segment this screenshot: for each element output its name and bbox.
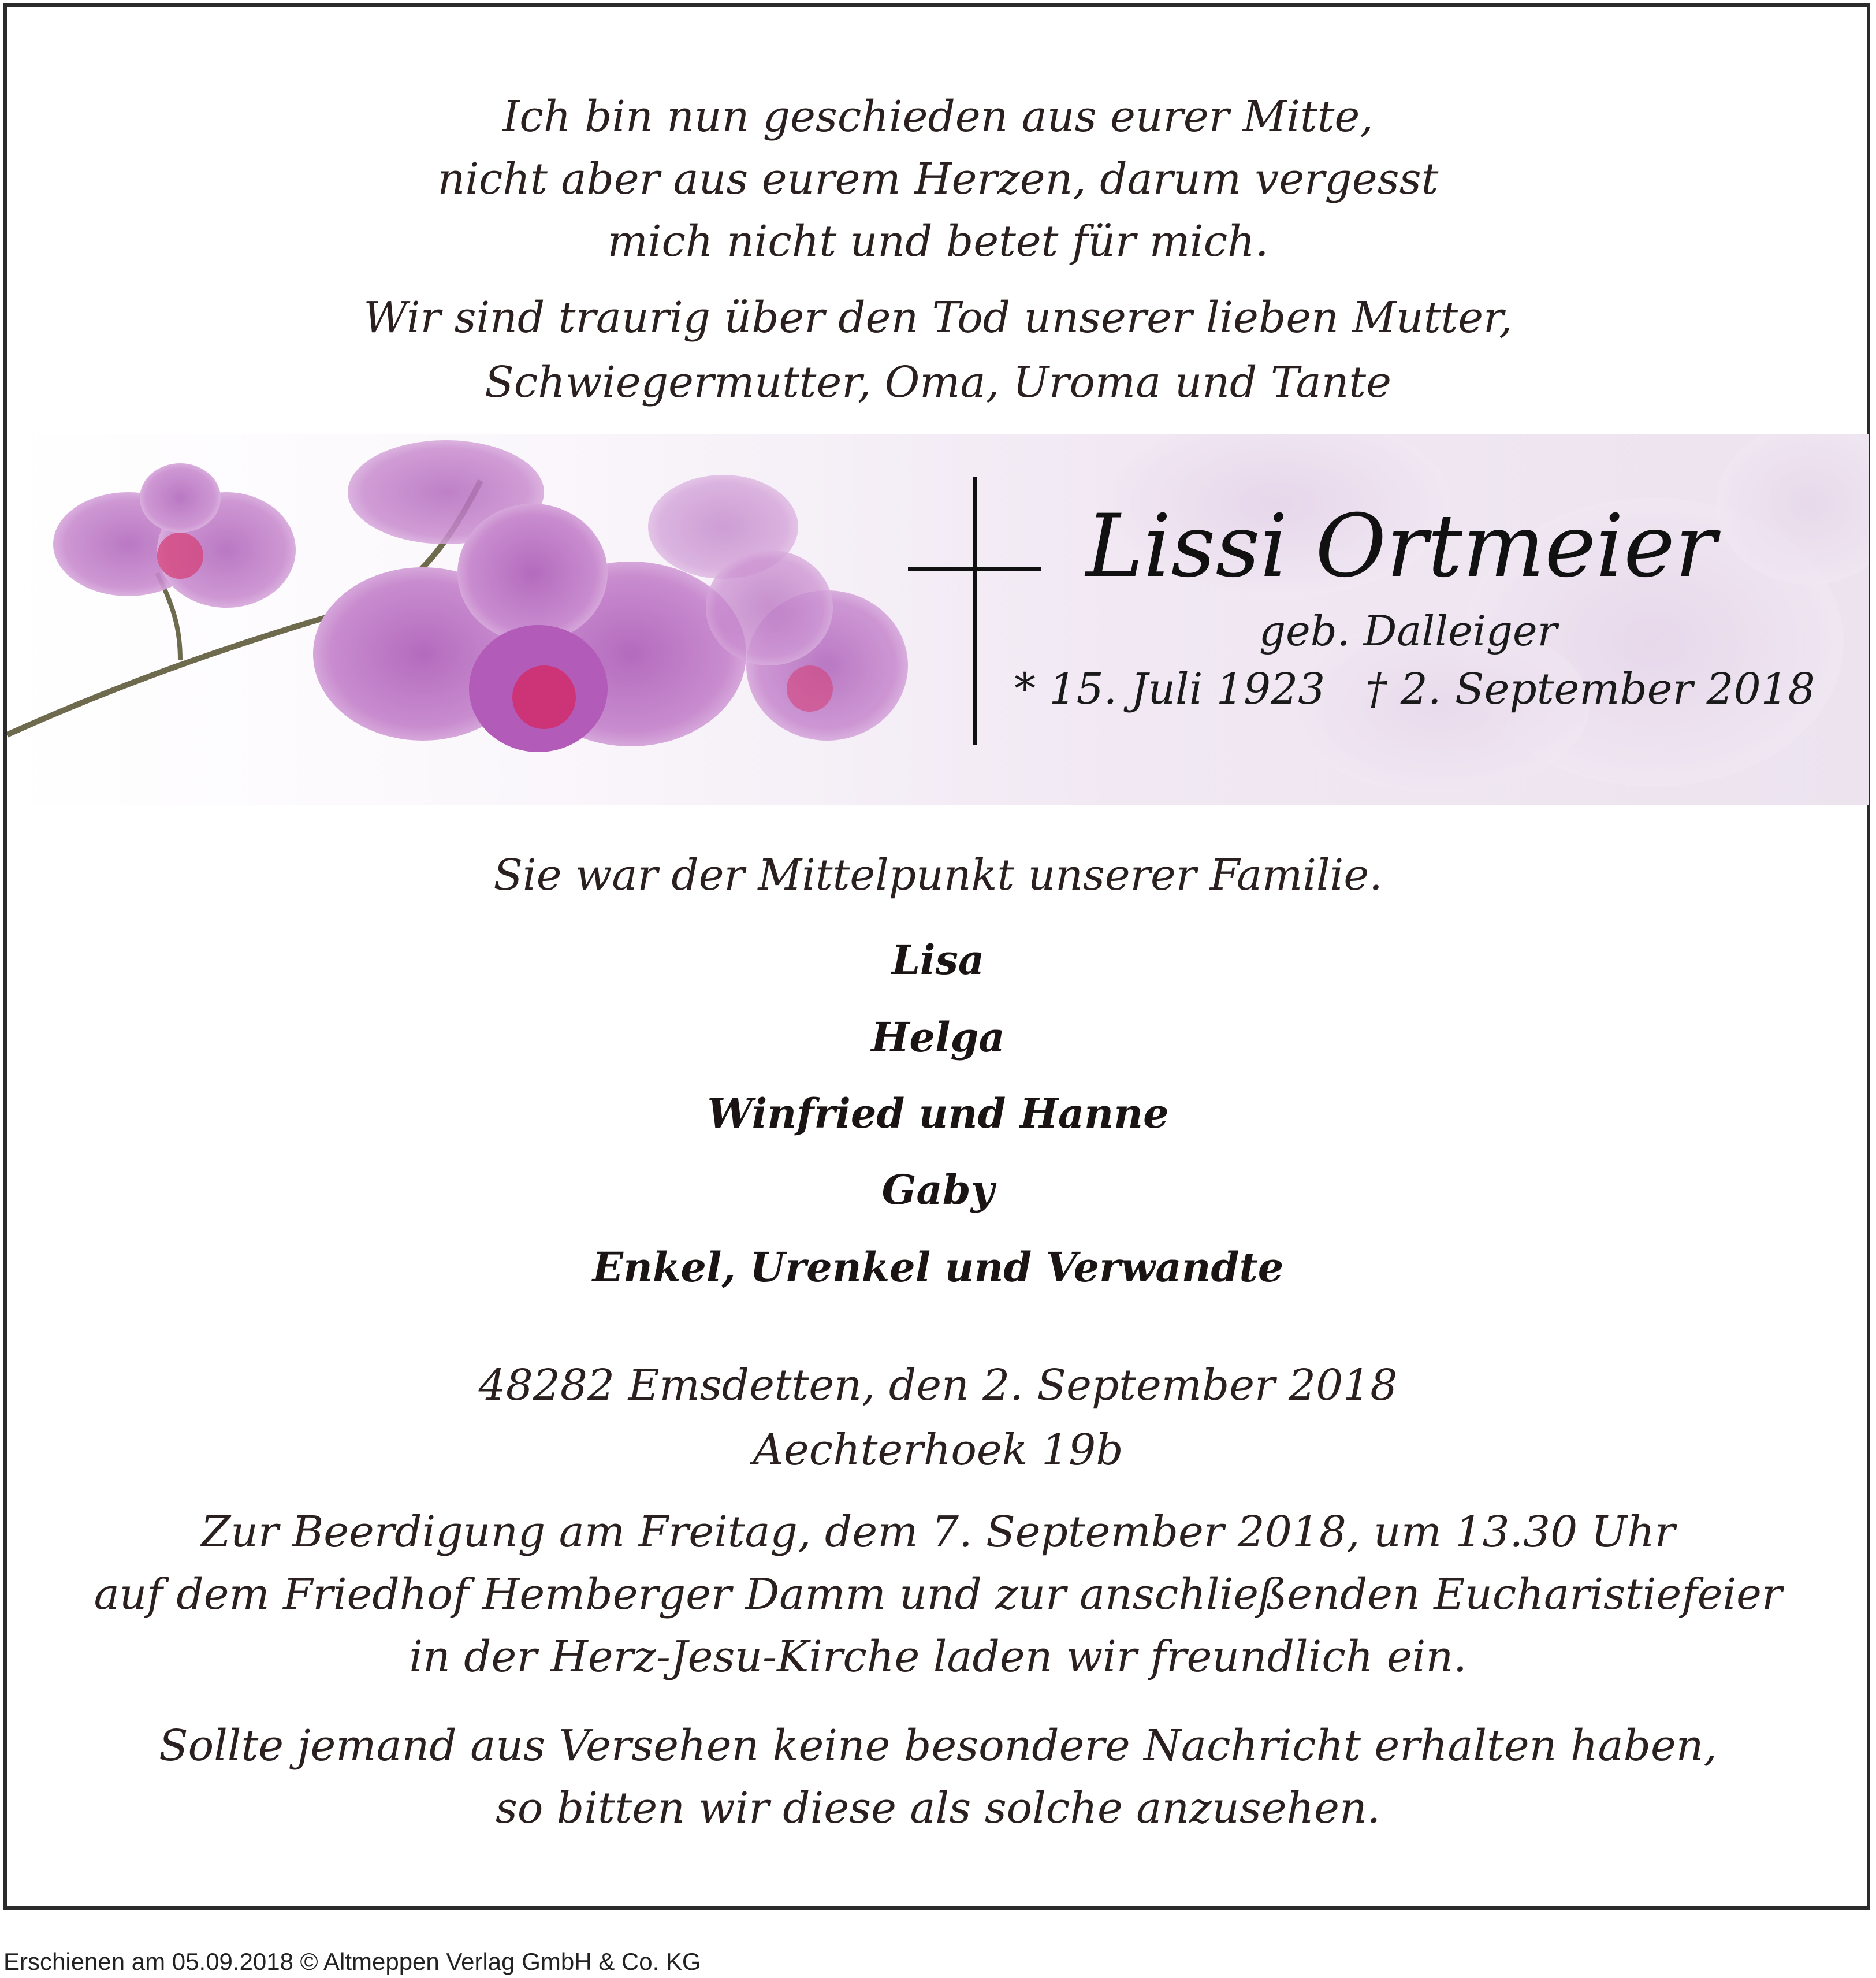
intro-verse xyxy=(0,85,1876,273)
announcement-line: Wir sind traurig über den Tod unserer lieben Mutter, xyxy=(363,293,1513,343)
life-dates xyxy=(1014,664,1856,714)
funeral-info xyxy=(0,1501,1876,1688)
cross-icon xyxy=(973,477,977,745)
funeral-line: Zur Beerdigung am Freitag, dem 7. September 2018, um 13.30 Uhr xyxy=(200,1507,1676,1557)
birth-name: geb. Dalleiger xyxy=(1259,607,1558,655)
address-line: Aechterhoek 19b xyxy=(753,1425,1123,1475)
closing-line: so bitten wir diese als solche anzusehen. xyxy=(495,1783,1381,1833)
address-block xyxy=(0,1353,1876,1482)
announcement-line: Schwiegermutter, Oma, Uroma und Tante xyxy=(485,358,1391,407)
intro-line: Ich bin nun geschieden aus eurer Mitte, xyxy=(502,92,1374,142)
funeral-line: in der Herz-Jesu-Kirche laden wir freundlich ein. xyxy=(409,1632,1467,1682)
publication-footer: Erschienen am 05.09.2018 © Altmeppen Verlag GmbH & Co. KG xyxy=(3,1948,701,1975)
announcement-text xyxy=(0,285,1876,415)
funeral-line: auf dem Friedhof Hemberger Damm und zur anschließenden Eucharistiefeier xyxy=(94,1570,1782,1619)
family-member: Gaby xyxy=(881,1166,995,1214)
cross-icon-bar xyxy=(908,567,1041,571)
birth-date: * 15. Juli 1923 xyxy=(1014,664,1326,714)
intro-line: mich nicht und betet für mich. xyxy=(607,217,1269,266)
deceased-name: Lissi Ortmeier xyxy=(1086,496,1717,597)
family-member: Enkel, Urenkel und Verwandte xyxy=(592,1243,1284,1291)
family-member: Lisa xyxy=(891,936,985,984)
family-member: Winfried und Hanne xyxy=(707,1090,1169,1137)
orchid-banner-image xyxy=(7,434,1869,805)
intro-line: nicht aber aus eurem Herzen, darum vergesst xyxy=(437,154,1439,204)
family-member: Helga xyxy=(871,1013,1005,1061)
closing-line: Sollte jemand aus Versehen keine besondere Nachricht erhalten haben, xyxy=(158,1721,1717,1771)
family-center-line: Sie war der Mittelpunkt unserer Familie. xyxy=(493,850,1383,900)
closing-note xyxy=(0,1715,1876,1839)
death-date: † 2. September 2018 xyxy=(1365,664,1815,714)
address-line: 48282 Emsdetten, den 2. September 2018 xyxy=(478,1360,1398,1410)
